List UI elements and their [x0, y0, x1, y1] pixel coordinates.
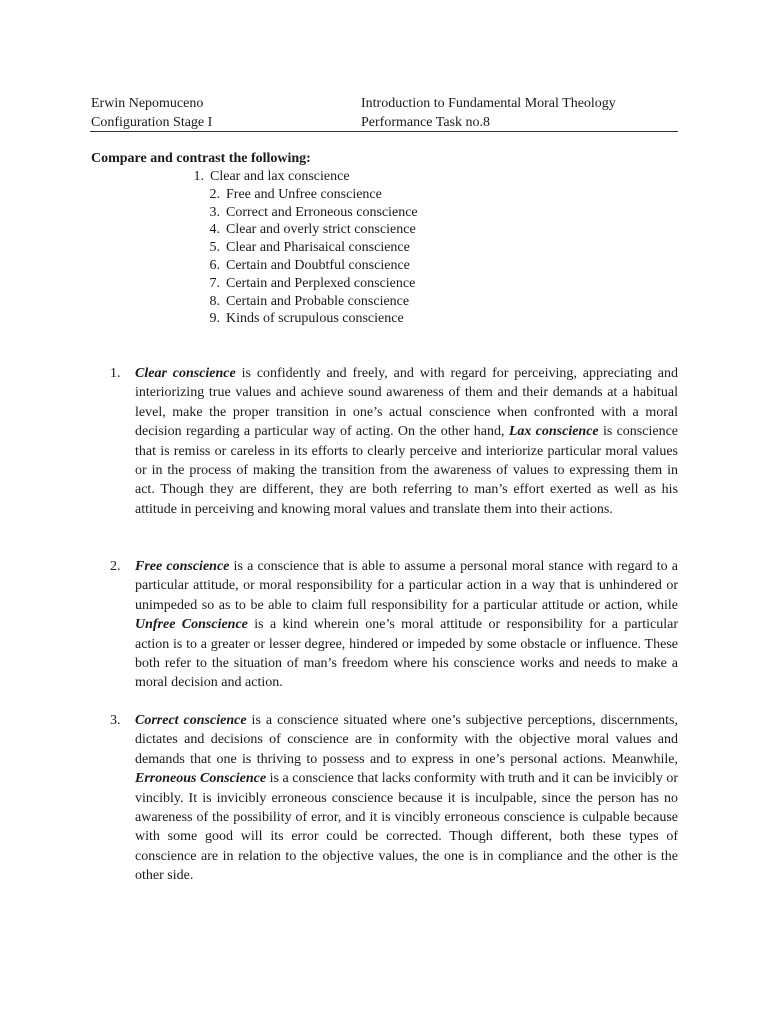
entry-text: is confidently and freely, and with regard for perceiving, appreciating and interiorizing true values and achieve sound awareness of them and their demands at a habitual level, make the proper transition in one’s actual conscience when confronted with a moral decision regarding a particular way of acting. On the other hand,: [135, 366, 678, 440]
topic-text: Certain and Doubtful conscience: [226, 257, 410, 273]
term-erroneous-conscience: Erroneous Conscience: [135, 771, 267, 787]
topic-text: Clear and lax conscience: [210, 169, 350, 184]
entry-paragraph: [135, 711, 678, 886]
term-clear-conscience: Clear conscience: [135, 366, 236, 381]
topic-text: Kinds of scrupulous conscience: [226, 311, 404, 327]
topic-item: [180, 310, 480, 328]
entry-paragraph: [135, 364, 678, 519]
answer-entry-3: [110, 711, 678, 886]
entry-text: is a conscience that is able to assume a personal moral stance with regard to a particular attitude, or moral responsibility for a particular action in a way that is unhindered or unimpeded so as to be able to claim full responsibility for a particular attitude or action, while: [135, 559, 678, 613]
header-author-block: [91, 94, 212, 132]
term-lax-conscience: Lax conscience: [508, 424, 599, 440]
author-name: Erwin Nepomuceno: [91, 96, 204, 111]
term-correct-conscience: Correct conscience: [135, 713, 247, 728]
topic-number: 7.: [209, 275, 220, 291]
answer-entry-1: [110, 364, 678, 519]
term-free-conscience: Free conscience: [135, 559, 230, 574]
entry-number: 3.: [110, 713, 121, 728]
topic-item: [180, 186, 480, 204]
topic-number: 4.: [209, 222, 220, 238]
entry-text: is a conscience situated where one’s subjective perceptions, discernments, dictates and decisions of conscience are in conformity with the objective moral values and demands that one is thriving to possess and to express in one’s personal actions. Meanwhile,: [135, 713, 679, 767]
topic-number: 5.: [209, 240, 220, 256]
task-label: Performance Task no.8: [361, 115, 491, 130]
topic-item: [180, 275, 480, 293]
author-stage: Configuration Stage I: [91, 115, 213, 130]
header-course-block: [361, 94, 616, 132]
topic-item: [180, 168, 480, 186]
topic-number: 6.: [209, 257, 220, 273]
topic-item: [180, 204, 480, 222]
term-unfree-conscience: Unfree Conscience: [135, 617, 248, 633]
topic-text: Certain and Probable conscience: [226, 293, 410, 309]
topic-list: [180, 168, 480, 328]
topic-text: Correct and Erroneous conscience: [226, 204, 418, 220]
course-title: Introduction to Fundamental Moral Theology: [361, 96, 616, 111]
entry-number: 2.: [110, 559, 121, 574]
topic-text: Free and Unfree conscience: [226, 186, 382, 202]
topic-text: Clear and Pharisaical conscience: [226, 240, 410, 256]
topic-text: Clear and overly strict conscience: [226, 222, 416, 238]
topic-item: [180, 221, 480, 239]
topic-item: [180, 293, 480, 311]
topic-number: 8.: [209, 293, 220, 309]
answer-entry-2: [110, 557, 678, 693]
instructions-heading: Compare and contrast the following:: [91, 151, 311, 166]
entry-number: 1.: [110, 366, 121, 381]
topic-number: 1.: [193, 169, 204, 184]
topic-item: [180, 257, 480, 275]
topic-item: [180, 239, 480, 257]
topic-text: Certain and Perplexed conscience: [226, 275, 416, 291]
topic-number: 2.: [209, 186, 220, 202]
entry-text: is conscience that is remiss or careless in its efforts to clearly perceive and interiorize particular moral values or in the process of making the transition from the awareness of values to expressing them in act. Though they are different, they are both referring to man’s effort exerted as well as his attitude in perceiving and knowing moral values and translate them into their actions.: [135, 424, 678, 517]
entry-paragraph: [135, 557, 678, 693]
entry-text: is a kind wherein one’s moral attitude or responsibility for a particular action is to a greater or lesser degree, hindered or impeded by some obstacle or influence. These both refer to the situation of man’s freedom where his conscience works and needs to make a moral decision and action.: [135, 617, 678, 691]
entry-text: is a conscience that lacks conformity with truth and it can be invicibly or vincibly. It is invicibly erroneous conscience because it is inculpable, since the person has no awareness of the possibility of error, and it is vincibly erroneous conscience is culpable because with some good will its error could be corrected. Though different, both these types of conscience are in relation to the objective values, the one is in compliance and the other is the other side.: [135, 771, 679, 884]
topic-number: 3.: [209, 204, 220, 220]
topic-number: 9.: [209, 311, 220, 327]
header-divider: [90, 131, 678, 132]
